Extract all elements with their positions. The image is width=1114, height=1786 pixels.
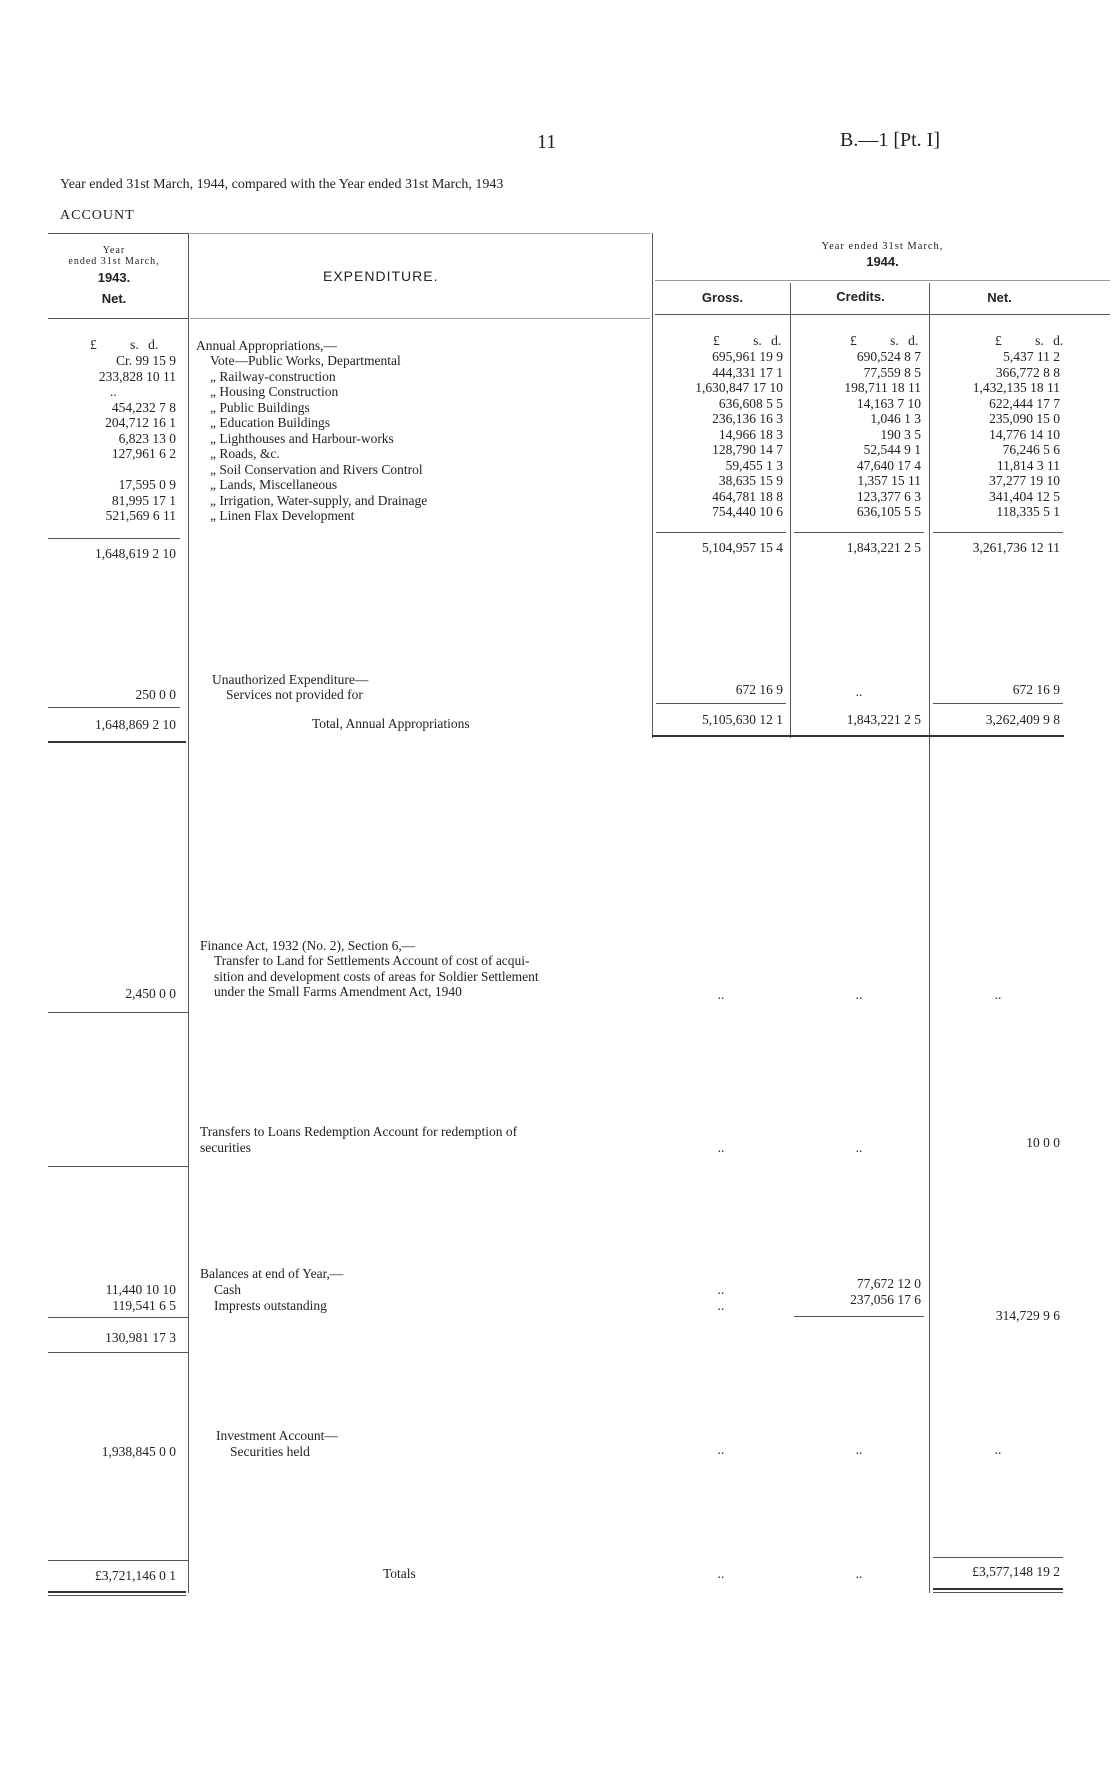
totals-gross: .. <box>717 1566 725 1581</box>
column-divider <box>929 283 930 1593</box>
rule <box>655 280 1110 281</box>
rule <box>794 532 924 533</box>
gross-value: 59,455 1 3 <box>725 457 783 473</box>
finance-act-line: Transfer to Land for Settlements Account of cost of acqui- <box>214 953 530 968</box>
prior-net-value: 127,961 6 2 <box>111 446 176 461</box>
gross-value: 14,966 18 3 <box>718 426 783 442</box>
imprests-label: Imprests outstanding <box>214 1298 327 1313</box>
prior-net-value <box>40 462 176 478</box>
rule <box>48 707 180 708</box>
rule <box>933 1592 1063 1593</box>
investment-credits: .. <box>855 1442 863 1457</box>
rule <box>652 735 1064 737</box>
rule <box>190 233 650 234</box>
prior-net-value: 233,828 10 11 <box>98 368 176 384</box>
total-annual-net: 3,262,409 9 8 <box>985 712 1060 727</box>
rule <box>656 703 786 704</box>
total-annual-label: Total, Annual Appropriations <box>312 716 470 731</box>
pound-unit: £ <box>90 337 97 352</box>
vote-label: „ Lighthouses and Harbour-works <box>210 430 394 446</box>
vote-label: „ Railway-construction <box>210 368 336 384</box>
rule <box>48 741 186 743</box>
credits-value: 123,377 6 3 <box>856 488 921 504</box>
balances-prior-cash: 11,440 10 10 <box>105 1282 176 1297</box>
credits-column <box>794 349 921 520</box>
investment-label: Securities held <box>230 1444 310 1459</box>
unauthorized-net: 672 16 9 <box>1012 682 1060 697</box>
vote-label: „ Public Buildings <box>210 399 310 415</box>
shilling-unit: s. <box>1035 333 1044 348</box>
gross-header: Gross. <box>701 290 744 305</box>
annual-subtotal-gross: 5,104,957 15 4 <box>702 540 783 555</box>
gross-value: 444,331 17 1 <box>712 364 783 380</box>
column-divider <box>188 233 189 1593</box>
gross-value: 695,961 19 9 <box>712 349 783 364</box>
rule <box>190 318 650 319</box>
rule <box>48 1012 188 1013</box>
rule <box>655 314 1110 315</box>
loans-net: 10 0 0 <box>1026 1135 1060 1150</box>
pound-unit: £ <box>713 333 720 348</box>
units-credits <box>850 333 918 349</box>
column-divider <box>790 283 791 738</box>
net-value: 1,432,135 18 11 <box>972 380 1060 395</box>
investment-heading: Investment Account— <box>216 1428 338 1443</box>
finance-act-prior: 2,450 0 0 <box>125 986 176 1001</box>
shilling-unit: s. <box>753 333 762 348</box>
balances-net: 314,729 9 6 <box>995 1308 1060 1323</box>
pence-unit: d. <box>1053 333 1064 348</box>
finance-act-gross: .. <box>717 987 725 1002</box>
gross-value: 1,630,847 17 10 <box>695 380 783 395</box>
credits-value: 77,559 8 5 <box>863 364 921 380</box>
rule <box>48 538 180 539</box>
loans-line: Transfers to Loans Redemption Account for redemption of <box>200 1124 518 1139</box>
rule <box>48 1317 188 1318</box>
credits-value: 47,640 17 4 <box>856 457 921 473</box>
rule <box>48 1352 188 1353</box>
gross-value: 38,635 15 9 <box>718 473 783 488</box>
current-year-header: Year ended 31st March, <box>821 241 944 252</box>
prior-net-value: 17,595 0 9 <box>118 477 176 492</box>
net-value: 118,335 5 1 <box>996 504 1060 519</box>
prior-year-year: 1943. <box>97 270 131 285</box>
loans-credits: .. <box>855 1140 863 1155</box>
prior-net-value: 204,712 16 1 <box>105 415 176 430</box>
total-annual-gross: 5,105,630 12 1 <box>702 712 783 727</box>
gross-column <box>656 349 783 520</box>
totals-credits: .. <box>855 1566 863 1581</box>
net-value: 76,246 5 6 <box>1002 442 1060 457</box>
gross-value: 636,608 5 5 <box>718 395 783 411</box>
gross-value: 754,440 10 6 <box>712 504 783 519</box>
rule <box>794 1316 924 1317</box>
rule <box>656 532 786 533</box>
balances-prior-total: 130,981 17 3 <box>105 1330 176 1345</box>
units-net <box>995 333 1063 349</box>
rule <box>48 1166 188 1167</box>
credits-value: 14,163 7 10 <box>856 395 921 411</box>
balances-credits-imprests: 237,056 17 6 <box>850 1292 921 1307</box>
gross-value: 128,790 14 7 <box>712 442 783 457</box>
prior-year-header <box>40 245 188 267</box>
prior-net-value: 81,995 17 1 <box>111 492 176 508</box>
loans-gross: .. <box>717 1140 725 1155</box>
loans-line: securities <box>200 1139 251 1155</box>
rule <box>933 1588 1063 1590</box>
gross-value: 464,781 18 8 <box>712 488 783 504</box>
prior-net-column <box>40 353 176 524</box>
investment-prior: 1,938,845 0 0 <box>101 1444 176 1459</box>
prior-year-header-line1: Year <box>102 245 126 256</box>
vote-label: „ Linen Flax Development <box>210 508 355 523</box>
vote-label: „ Education Buildings <box>210 415 330 430</box>
cash-label: Cash <box>214 1282 241 1297</box>
loans-description <box>200 1124 517 1155</box>
rule <box>48 1595 186 1596</box>
net-value: 5,437 11 2 <box>1003 349 1060 364</box>
credits-value: 1,357 15 11 <box>857 473 921 488</box>
total-annual-prior: 1,648,869 2 10 <box>95 717 176 732</box>
rule <box>48 1591 186 1593</box>
net-value: 341,404 12 5 <box>989 488 1060 504</box>
vote-label: „ Lands, Miscellaneous <box>210 477 338 492</box>
vote-label: „ Housing Construction <box>210 384 339 399</box>
total-annual-credits: 1,843,221 2 5 <box>846 712 921 727</box>
vote-label: Vote—Public Works, Departmental <box>210 353 401 368</box>
balances-heading: Balances at end of Year,— <box>200 1266 344 1281</box>
credits-header: Credits. <box>836 289 885 304</box>
shilling-unit: s. <box>130 337 139 352</box>
annual-subtotal-net: 3,261,736 12 11 <box>972 540 1060 555</box>
balances-prior-imprests: 119,541 6 5 <box>112 1298 176 1313</box>
account-label: ACCOUNT <box>60 208 135 223</box>
credits-value: 1,046 1 3 <box>870 411 921 426</box>
pence-unit: d. <box>908 333 919 348</box>
finance-act-description <box>214 953 539 1000</box>
rule <box>48 1560 188 1561</box>
pound-unit: £ <box>850 333 857 348</box>
credits-value: 198,711 18 11 <box>844 380 921 395</box>
rule <box>933 703 1063 704</box>
prior-net-value: 521,569 6 11 <box>105 508 176 523</box>
balances-gross-cash: .. <box>717 1282 725 1297</box>
unauthorized-heading: Unauthorized Expenditure— <box>212 672 369 687</box>
page-number: 11 <box>537 131 557 153</box>
net-value: 37,277 19 10 <box>989 473 1060 488</box>
prior-net-value: .. <box>110 384 117 399</box>
pence-unit: d. <box>148 337 159 352</box>
prior-year-net-header: Net. <box>101 291 127 306</box>
rule <box>48 318 188 319</box>
vote-label: „ Irrigation, Water-supply, and Drainage <box>210 492 428 508</box>
units-gross <box>713 333 781 349</box>
document-reference: B.—1 [Pt. I] <box>840 129 940 151</box>
rule <box>48 233 188 234</box>
finance-act-line: sition and development costs of areas for Soldier Settlement <box>214 968 539 984</box>
net-value: 11,814 3 11 <box>996 457 1060 473</box>
investment-gross: .. <box>717 1442 725 1457</box>
current-year-year: 1944. <box>866 254 899 269</box>
net-header: Net. <box>987 290 1012 305</box>
net-value: 235,090 15 0 <box>989 411 1060 426</box>
column-divider <box>652 233 653 738</box>
net-value: 366,772 8 8 <box>995 364 1060 380</box>
rule <box>933 1557 1063 1558</box>
unauthorized-prior: 250 0 0 <box>135 687 176 702</box>
unauthorized-gross: 672 16 9 <box>735 682 783 697</box>
vote-labels <box>210 353 427 524</box>
pound-unit: £ <box>995 333 1002 348</box>
totals-prior: £3,721,146 0 1 <box>95 1568 176 1583</box>
balances-gross-imprests: .. <box>717 1298 725 1313</box>
credits-value: 636,105 5 5 <box>856 504 921 519</box>
finance-act-net: .. <box>994 987 1002 1002</box>
net-column <box>933 349 1060 520</box>
totals-label: Totals <box>383 1566 416 1581</box>
finance-act-heading: Finance Act, 1932 (No. 2), Section 6,— <box>200 938 416 953</box>
net-value: 14,776 14 10 <box>989 426 1060 442</box>
prior-net-value: 6,823 13 0 <box>118 430 176 446</box>
finance-act-credits: .. <box>855 987 863 1002</box>
annual-subtotal-credits: 1,843,221 2 5 <box>846 540 921 555</box>
credits-value: 690,524 8 7 <box>856 349 921 364</box>
balances-credits-cash: 77,672 12 0 <box>856 1276 921 1291</box>
totals-net: £3,577,148 19 2 <box>972 1564 1060 1579</box>
vote-label: „ Roads, &c. <box>210 446 280 461</box>
annual-appropriations-heading: Annual Appropriations,— <box>196 338 337 353</box>
expenditure-header: EXPENDITURE. <box>323 268 439 284</box>
credits-value: 190 3 5 <box>880 426 921 442</box>
shilling-unit: s. <box>890 333 899 348</box>
prior-year-header-line2: ended 31st March, <box>68 256 160 267</box>
credits-value: 52,544 9 1 <box>863 442 921 457</box>
unauthorized-credits: .. <box>855 684 863 699</box>
prior-net-value: Cr. 99 15 9 <box>115 353 176 368</box>
units-prior <box>90 337 158 353</box>
net-value: 622,444 17 7 <box>989 395 1060 411</box>
pence-unit: d. <box>771 333 782 348</box>
investment-net: .. <box>994 1442 1002 1457</box>
page-subtitle: Year ended 31st March, 1944, compared with the Year ended 31st March, 1943 <box>60 177 504 192</box>
annual-subtotal-prior: 1,648,619 2 10 <box>95 546 176 561</box>
gross-value: 236,136 16 3 <box>712 411 783 426</box>
finance-act-line: under the Small Farms Amendment Act, 1940 <box>214 984 462 999</box>
rule <box>933 532 1063 533</box>
vote-label: „ Soil Conservation and Rivers Control <box>210 461 423 477</box>
prior-net-value: 454,232 7 8 <box>111 399 176 415</box>
unauthorized-label: Services not provided for <box>226 687 363 702</box>
